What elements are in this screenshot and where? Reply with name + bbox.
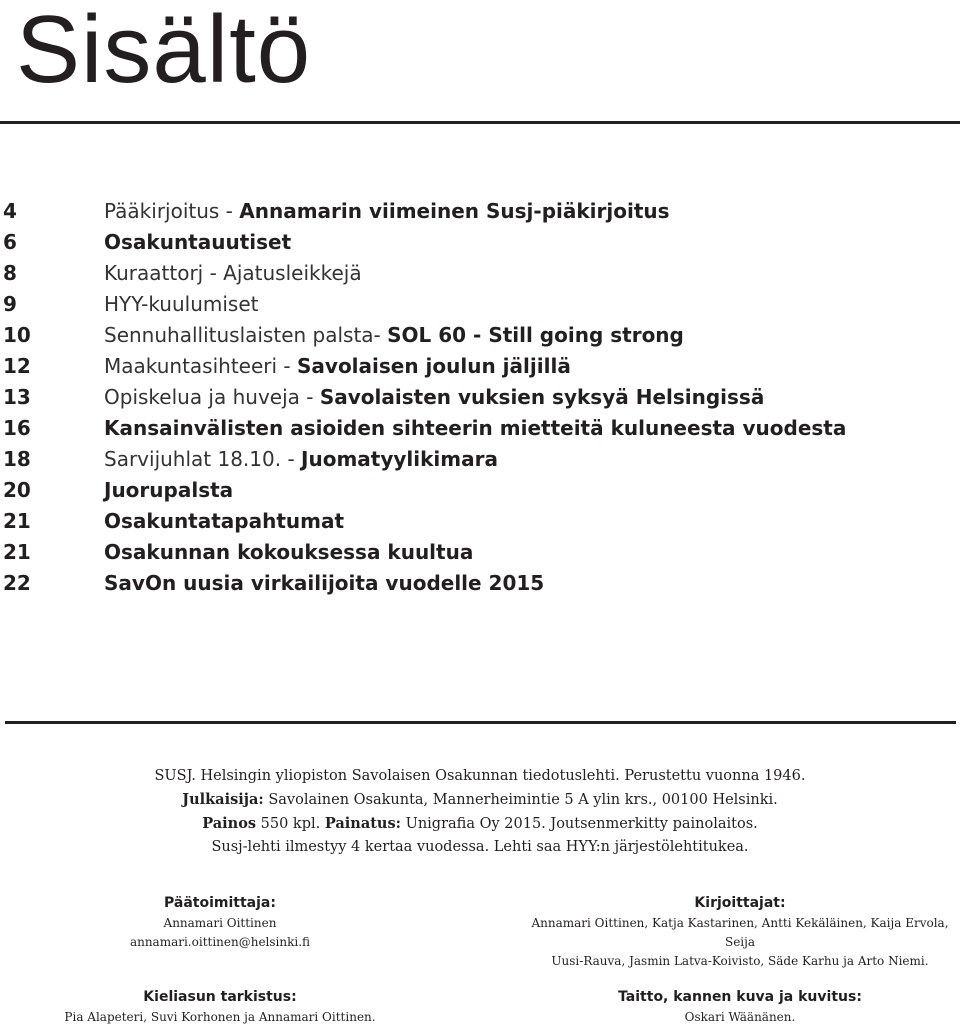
credit-heading: Taitto, kannen kuva ja kuvitus: (618, 989, 862, 1005)
toc-page-number: 8 (3, 261, 17, 285)
print-run-label: Painos (202, 815, 257, 832)
toc-prefix: Kuraattorj - Ajatusleikkejä (104, 261, 362, 285)
toc-entry[interactable] (0, 475, 960, 506)
toc-title: Juomatyylikimara (301, 447, 498, 471)
toc-page-number: 20 (3, 478, 31, 502)
publisher-label: Julkaisija: (182, 791, 264, 808)
printer-label: Painatus: (324, 815, 401, 832)
toc-title: Osakunnan kokouksessa kuultua (104, 540, 474, 564)
toc-entry[interactable] (0, 413, 960, 444)
colophon-line-print (0, 812, 960, 836)
credit-email-link[interactable]: annamari.oittinen@helsinki.fi (129, 935, 311, 949)
page-title: Sisältö (16, 0, 312, 103)
toc-title: Osakuntauutiset (104, 230, 292, 254)
toc-page-number: 13 (3, 385, 31, 409)
toc-prefix: Pääkirjoitus - (104, 199, 240, 223)
credit-editor-in-chief (100, 892, 340, 952)
toc-entry[interactable] (0, 568, 960, 599)
print-run-text: 550 kpl. (256, 816, 325, 832)
colophon (0, 765, 960, 859)
toc-page-number: 18 (3, 447, 31, 471)
table-of-contents (0, 196, 960, 599)
section-divider (5, 721, 956, 724)
toc-entry[interactable] (0, 444, 960, 475)
credit-heading: Kirjoittajat: (694, 895, 786, 911)
toc-entry[interactable] (0, 196, 960, 227)
toc-title: Kansainvälisten asioiden sihteerin mietteitä kuluneesta vuodesta (104, 416, 847, 440)
toc-title: Osakuntatapahtumat (104, 509, 345, 533)
toc-entry[interactable] (0, 289, 960, 320)
printer-text: Unigrafia Oy 2015. Joutsenmerkitty painolaitos. (400, 816, 758, 832)
credit-names: Pia Alapeteri, Suvi Korhonen ja Annamari Oittinen. (64, 1010, 376, 1024)
toc-entry[interactable] (0, 258, 960, 289)
toc-page-number: 21 (3, 540, 31, 564)
credit-name: Annamari Oittinen (163, 916, 277, 930)
toc-entry[interactable] (0, 537, 960, 568)
credit-names-line: Uusi-Rauva, Jasmin Latva-Koivisto, Säde Karhu ja Arto Niemi. (551, 954, 929, 968)
toc-prefix: Opiskelua ja huveja - (104, 385, 320, 409)
title-divider (0, 121, 960, 124)
toc-page-number: 10 (3, 323, 31, 347)
colophon-line-frequency: Susj-lehti ilmestyy 4 kertaa vuodessa. Lehti saa HYY:n järjestölehtitukea. (211, 839, 749, 855)
toc-page-number: 16 (3, 416, 31, 440)
toc-page-number: 9 (3, 292, 17, 316)
toc-title: Juorupalsta (104, 478, 234, 502)
toc-entry[interactable] (0, 506, 960, 537)
toc-page-number: 21 (3, 509, 31, 533)
credit-proofreading (60, 986, 380, 1027)
toc-page-number: 6 (3, 230, 17, 254)
toc-page-number: 4 (3, 199, 17, 223)
credit-heading: Kieliasun tarkistus: (143, 989, 297, 1005)
toc-prefix: HYY-kuulumiset (104, 292, 259, 316)
toc-entry[interactable] (0, 351, 960, 382)
toc-page-number: 12 (3, 354, 31, 378)
colophon-line-publisher (0, 788, 960, 812)
credit-layout (580, 986, 900, 1027)
toc-title: Savolaisten vuksien syksyä Helsingissä (319, 385, 765, 409)
colophon-line-description: SUSJ. Helsingin yliopiston Savolaisen Osakunnan tiedotuslehti. Perustettu vuonna 1946. (154, 768, 806, 784)
toc-entry[interactable] (0, 320, 960, 351)
toc-title: Savolaisen joulun jäljillä (297, 354, 571, 378)
toc-title: Annamarin viimeinen Susj-piäkirjoitus (239, 199, 670, 223)
toc-title: SavOn uusia virkailijoita vuodelle 2015 (104, 571, 545, 595)
toc-entry[interactable] (0, 227, 960, 258)
credit-heading: Päätoimittaja: (164, 895, 276, 911)
credit-names-line: Annamari Oittinen, Katja Kastarinen, Antti Kekäläinen, Kaija Ervola, Seija (531, 916, 949, 949)
toc-entry[interactable] (0, 382, 960, 413)
toc-prefix: Sarvijuhlat 18.10. - (104, 447, 302, 471)
toc-title: SOL 60 - Still going strong (387, 323, 684, 347)
publisher-text: Savolainen Osakunta, Mannerheimintie 5 A ylin krs., 00100 Helsinki. (263, 792, 778, 808)
credit-names: Oskari Wäänänen. (684, 1010, 796, 1024)
toc-prefix: Sennuhallituslaisten palsta- (104, 323, 388, 347)
toc-prefix: Maakuntasihteeri - (104, 354, 297, 378)
toc-page-number: 22 (3, 571, 31, 595)
credit-writers (520, 892, 960, 971)
